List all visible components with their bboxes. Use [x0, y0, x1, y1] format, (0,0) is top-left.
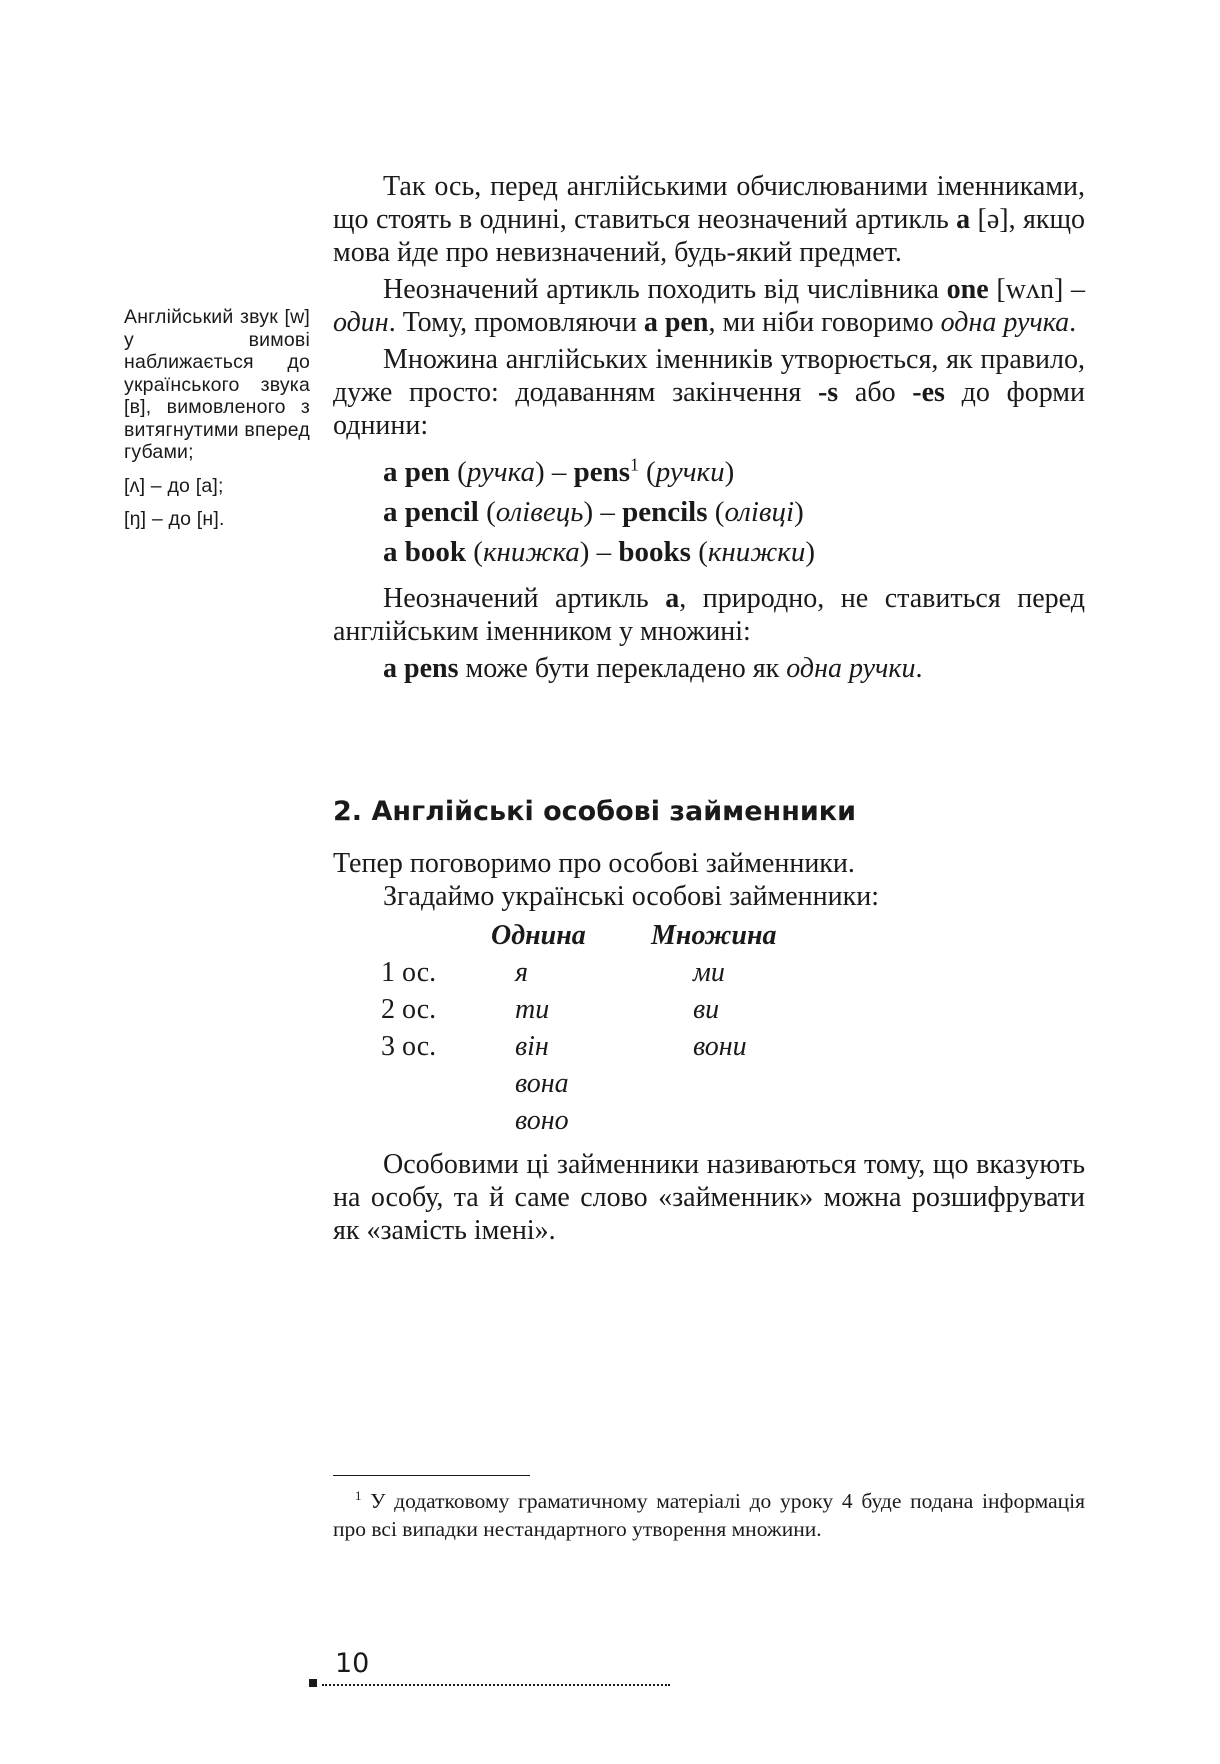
page-number: 10: [335, 1648, 370, 1679]
margin-note: [124, 306, 310, 542]
paragraph-origin: Неозначений артикль походить від числівника one [wʌn] – один. Тому, промовляючи a pen, ми ніби говоримо одна ручка.: [333, 274, 1085, 338]
singular-cell: ти: [515, 994, 550, 1025]
header-singular: Однина: [491, 920, 586, 951]
closing-text: [333, 1148, 1085, 1247]
plural-cell: вони: [693, 1031, 747, 1062]
singular-cell: вона: [515, 1068, 569, 1099]
person-cell: 3 ос.: [381, 1031, 437, 1062]
footnote-text: У додатковому граматичному матеріалі до уроку 4 буде подана інформація про всі випадки нестандартного утворення множини.: [333, 1489, 1085, 1541]
paragraph-no-article: Неозначений артикль a, природно, не ставиться перед англійським іменником у множині:: [333, 583, 1085, 647]
pronoun-table-header: [381, 917, 777, 954]
plural-cell: ми: [693, 957, 725, 988]
person-cell: 2 ос.: [381, 994, 437, 1025]
singular-cell: я: [515, 957, 529, 988]
paragraph-plural: Множина англійських іменників утворюється, як правило, дуже просто: додаванням закінчення -s або -es до форми однини:: [333, 344, 1085, 441]
plural-cell: [651, 1065, 777, 1102]
example-book: a book (книжка) – books (книжки): [383, 536, 816, 568]
table-row: [381, 1065, 777, 1102]
paragraph-closing: Особовими ці займенники називаються тому, що вказують на особу, та й саме слово «займенник» можна розшифрувати як «замість імені».: [333, 1149, 1085, 1246]
person-cell: [381, 1102, 491, 1139]
table-row: [381, 1028, 777, 1065]
section-intro: [333, 847, 1085, 1139]
footnote-marker: 1: [355, 1488, 362, 1503]
plural-cell: [651, 1102, 777, 1139]
example-pen: a pen (ручка) – pens$^1$ (ручки): [383, 454, 735, 488]
paragraph-pronouns-recall: Згадаймо українські особові займенники:: [383, 881, 880, 912]
footnote: [333, 1487, 1085, 1543]
paragraph-pronouns-intro: Тепер поговоримо про особові займенники.: [333, 848, 855, 879]
pronoun-table: [381, 917, 777, 1139]
footnote-divider: [333, 1475, 530, 1476]
header-plural: Множина: [651, 920, 777, 951]
paragraph-article: Так ось, перед англійськими обчислюваними іменниками, що стоять в однині, ставиться неозначений артикль a [ə], якщо мова йде про невизначений, будь-який предмет.: [333, 171, 1085, 268]
table-row: [381, 1102, 777, 1139]
margin-note-lambda: [ʌ] – до [а];: [124, 474, 224, 497]
plural-examples: [383, 452, 1085, 572]
table-row: [381, 991, 777, 1028]
intro-text: [333, 170, 1085, 685]
table-row: [381, 954, 777, 991]
person-cell: 1 ос.: [381, 957, 437, 988]
margin-note-eng: [ŋ] – до [н].: [124, 508, 225, 530]
margin-note-w: Англійський звук [w] у вимові наближається до українського звука [в], вимовленого з витягнутими вперед губами;: [124, 306, 310, 463]
person-cell: [381, 1065, 491, 1102]
paragraph-example-wrong: a pens може бути перекладено як одна ручки.: [383, 653, 923, 684]
plural-cell: ви: [693, 994, 720, 1025]
example-pencil: a pencil (олівець) – pencils (олівці): [383, 496, 804, 528]
singular-cell: він: [515, 1031, 549, 1062]
page-dotted-line: [322, 1684, 670, 1686]
page-marker-square: [309, 1679, 317, 1687]
singular-cell: воно: [515, 1105, 569, 1136]
section-heading: 2. Англійські особові займенники: [333, 796, 857, 827]
